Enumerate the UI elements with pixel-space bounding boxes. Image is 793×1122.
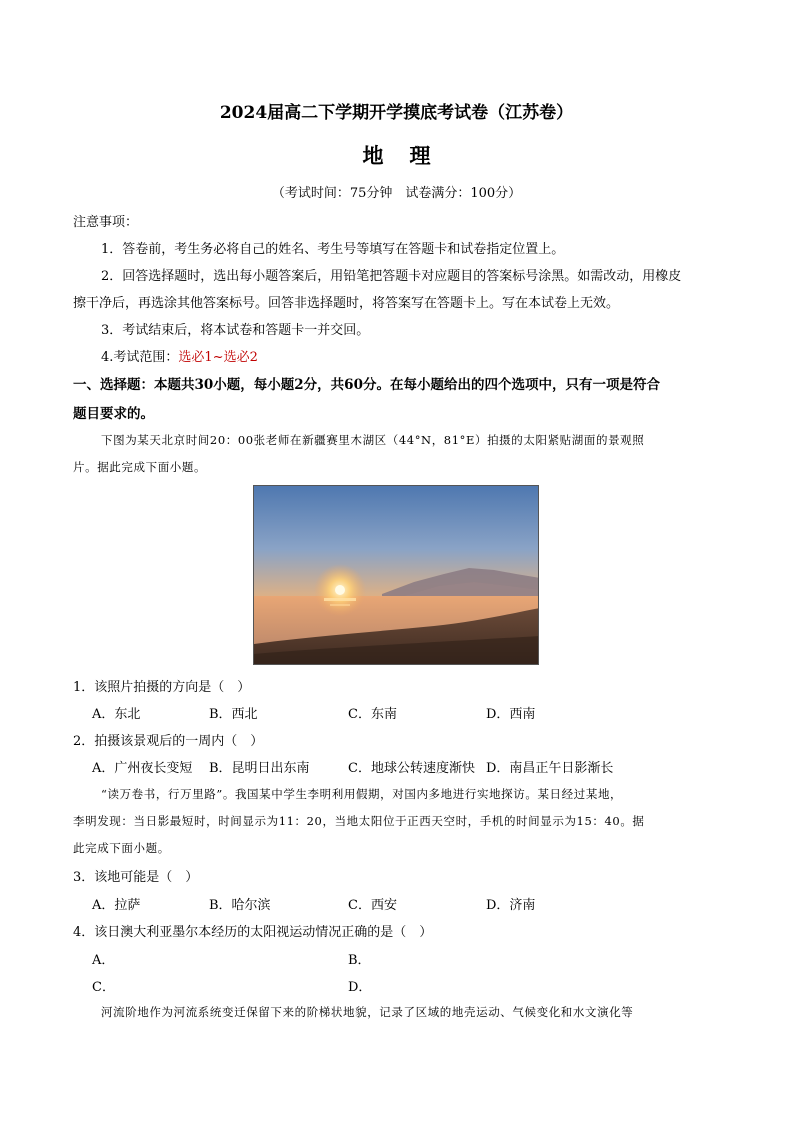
q1-option-a: A．东北 (92, 707, 141, 722)
stem-2-line-3: 此完成下面小题。 (73, 841, 170, 855)
q3-option-b: B．哈尔滨 (209, 898, 271, 913)
stem-1-line-1: 下图为某天北京时间20：00张老师在新疆赛里木湖区（44°N，81°E）拍摄的太阳紧贴湖面的景观照 (101, 433, 645, 447)
q3-option-a: A．拉萨 (92, 898, 141, 913)
q1-option-c: C．东南 (348, 707, 397, 722)
stem-2-line-1: “读万卷书，行万里路”。我国某中学生李明利用假期，对国内多地进行实地探访。某日经过某地， (101, 787, 623, 801)
q2-option-a: A．广州夜长变短 (92, 761, 193, 776)
q1-option-b: B．西北 (209, 707, 258, 722)
stem-2-line-2: 李明发现：当日影最短时，时间显示为11：20，当地太阳位于正西天空时，手机的时间显示为15：40。据 (73, 814, 645, 828)
section-1-heading-line-2: 题目要求的。 (73, 406, 154, 422)
note-item-2-line-2: 擦干净后，再选涂其他答案标号。回答非选择题时，将答案写在答题卡上。写在本试卷上无效。 (73, 296, 620, 311)
stem-1-line-2: 片。据此完成下面小题。 (73, 460, 207, 474)
q1-option-d: D．西南 (486, 707, 536, 722)
sunset-lake-photo (253, 485, 539, 665)
note-item-4-prefix: 4.考试范围： (101, 350, 179, 365)
q2-option-b: B．昆明日出东南 (209, 761, 310, 776)
exam-info: （考试时间：75分钟 试卷满分：100分） (271, 186, 522, 201)
q4-option-a: A． (92, 953, 115, 968)
note-item-3: 3．考试结束后，将本试卷和答题卡一并交回。 (101, 323, 370, 338)
q2-option-c: C．地球公转速度渐快 (348, 761, 475, 776)
question-2: 2．拍摄该景观后的一周内（ ） (73, 734, 264, 749)
q3-option-d: D．济南 (486, 898, 536, 913)
q2-option-d: D．南昌正午日影渐长 (486, 761, 614, 776)
q3-option-c: C．西安 (348, 898, 397, 913)
q4-option-c: C． (92, 980, 115, 995)
section-1-heading-line-1: 一、选择题：本题共30小题，每小题2分，共60分。在每小题给出的四个选项中，只有一项是符合 (73, 377, 660, 393)
notes-heading: 注意事项： (73, 215, 139, 230)
subject-title: 地理 (362, 143, 457, 168)
exam-range: 选必1~选必2 (178, 350, 258, 365)
question-3: 3．该地可能是（ ） (73, 870, 199, 885)
q4-option-b: B． (348, 953, 371, 968)
exam-title: 2024届高二下学期开学摸底考试卷（江苏卷） (219, 103, 574, 123)
question-1: 1．该照片拍摄的方向是（ ） (73, 680, 251, 695)
stem-3-line-1: 河流阶地作为河流系统变迁保留下来的阶梯状地貌，记录了区域的地壳运动、气候变化和水文演化等 (101, 1005, 634, 1019)
q4-option-d: D． (348, 980, 372, 995)
note-item-1: 1．答卷前，考生务必将自己的姓名、考生号等填写在答题卡和试卷指定位置上。 (101, 242, 565, 257)
note-item-4 (101, 346, 258, 365)
note-item-2-line-1: 2．回答选择题时，选出每小题答案后，用铅笔把答题卡对应题目的答案标号涂黑。如需改动，用橡皮 (101, 269, 682, 284)
question-4: 4．该日澳大利亚墨尔本经历的太阳视运动情况正确的是（ ） (73, 925, 433, 940)
sunset-lake-illustration (254, 486, 539, 665)
